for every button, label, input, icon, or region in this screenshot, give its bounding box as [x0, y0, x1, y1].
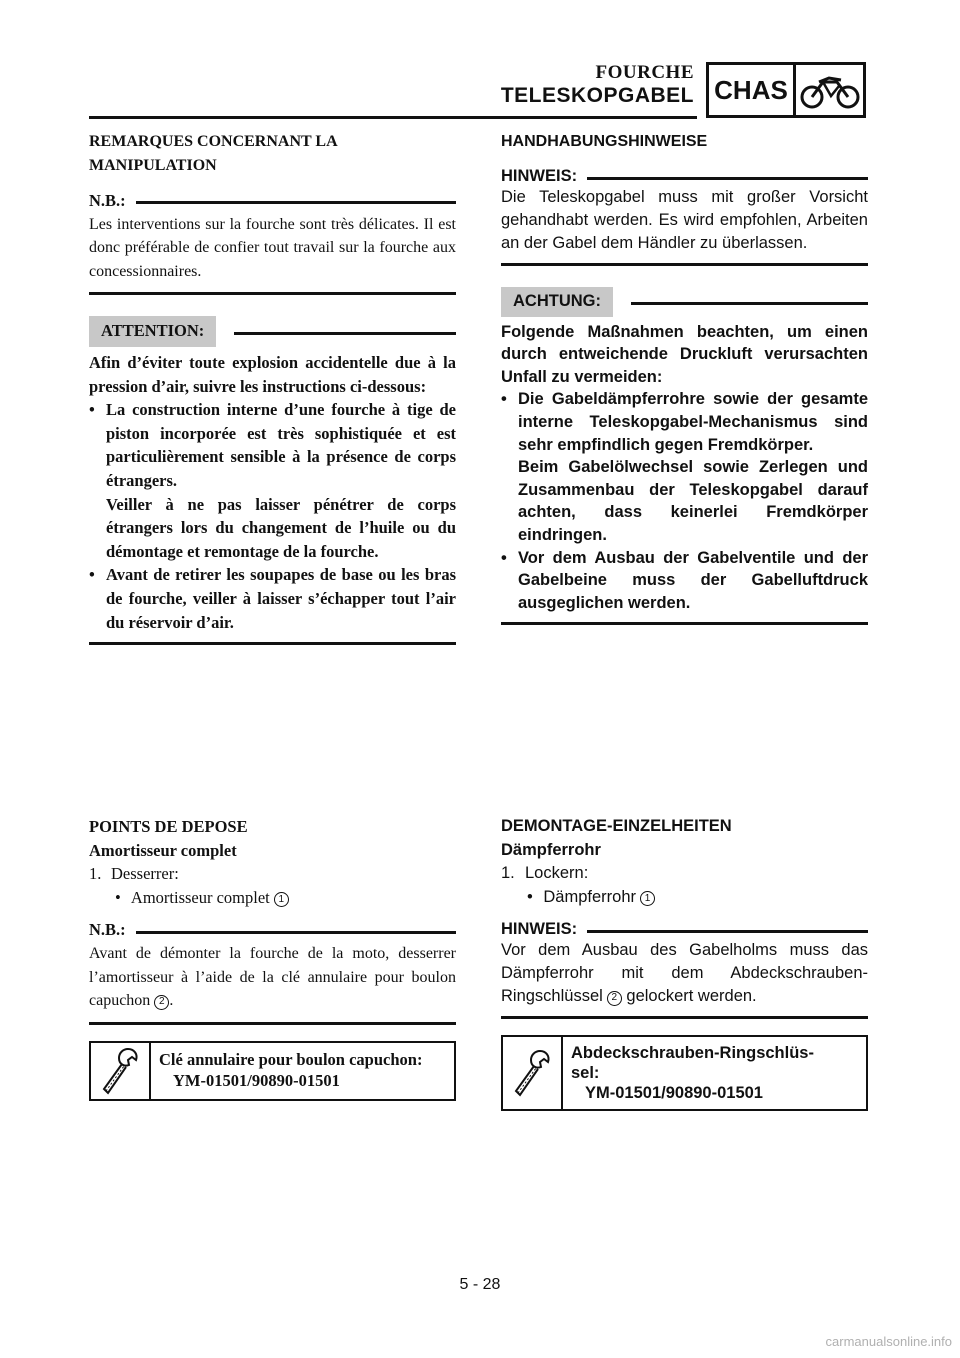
- caution-intro: Folgende Maßnahmen beachten, um einen durch entweichende Druckluft verursachten Unfall zu vermeiden:: [501, 322, 868, 386]
- note-text-end: gelockert werden.: [626, 987, 757, 1006]
- tool-code: YM-01501/90890-01501: [173, 1070, 340, 1090]
- note-text-end: .: [169, 992, 174, 1010]
- step-item: [89, 862, 456, 886]
- section-subheading: Dämpferrohr: [501, 840, 601, 859]
- section-code: CHAS: [709, 65, 796, 115]
- note-label: N.B.:: [89, 920, 126, 940]
- caution-end-rule: [89, 642, 456, 645]
- note-text-body: Avant de démonter la fourche de la moto, desserrer l’amortisseur à l’aide de la clé annulaire pour boulon capuchon: [89, 944, 456, 1010]
- heading-line1: REMARQUES CONCERNANT LA: [89, 133, 338, 150]
- callout-number: 2: [607, 991, 622, 1006]
- sub-item-text: Amortisseur complet: [130, 887, 270, 907]
- caution-label-row: [501, 287, 868, 317]
- note-end-rule: [501, 263, 868, 266]
- caution-bullet-text: La construction interne d’une fourche à tige de piston incorporée est très sophistiquée et est particulièrement sensible à la présence de corps étrangers.: [106, 400, 456, 490]
- caution-rule: [631, 302, 868, 305]
- note-label: HINWEIS:: [501, 920, 578, 939]
- caution-bullet-continuation: Veiller à ne pas laisser pénétrer de corps étrangers lors du changement de l’huile ou du démontage et remontage de la fourche.: [106, 494, 456, 561]
- caution-bullet-text: Die Gabeldämpferrohre sowie der gesamte interne Teleskopgabel-Mechanismus sind sehr empfindlich gegen Fremdkörper.: [518, 390, 868, 454]
- caution-label: ATTENTION:: [89, 316, 216, 347]
- note-label-row: [89, 189, 456, 213]
- caution-bullet-continuation: Beim Gabelölwechsel sowie Zerlegen und Zusammenbau der Teleskopgabel darauf achten, dass keinerlei Fremdkörper eindringen.: [518, 458, 868, 544]
- note-end-rule: [89, 1022, 456, 1025]
- heading-line2: MANIPULATION: [89, 157, 217, 174]
- header-title-de: TELESKOPGABEL: [500, 84, 694, 107]
- note-rule: [136, 201, 456, 204]
- note-text: Les interventions sur la fourche sont très délicates. Il est donc préférable de confier tout travail sur la fourche aux concessionnaires.: [89, 215, 456, 280]
- note-end-rule: [89, 292, 456, 295]
- removal-points-fr: [89, 815, 456, 1101]
- note-text: Die Teleskopgabel muss mit großer Vorsicht gehandhabt werden. Es wird empfohlen, Arbeiten an der Gabel dem Händler zu überlassen.: [501, 188, 868, 252]
- step-number: 1.: [501, 864, 515, 883]
- note-rule: [587, 177, 868, 180]
- caution-end-rule: [501, 622, 868, 625]
- removal-points-de: [501, 815, 868, 1111]
- note-label-row: [501, 166, 868, 186]
- tool-name-line1: Abdeckschrauben-Ringschlüs-: [571, 1044, 814, 1063]
- header-rule: [89, 116, 697, 119]
- special-tool-box: [501, 1035, 868, 1111]
- wrench-icon: [91, 1043, 151, 1099]
- heading: HANDHABUNGSHINWEISE: [501, 133, 708, 150]
- caution-bullet: • Avant de retirer les soupapes de base ou les bras de fourche, veiller à laisser s’échapper tout l’air du réservoir d’air.: [89, 563, 456, 634]
- step-sub-item: • Dämpferrohr 1: [501, 886, 868, 910]
- caution-label: ACHTUNG:: [501, 287, 613, 317]
- note-text-body: Vor dem Ausbau des Gabelholms muss das Dämpferrohr mit dem Abdeckschrauben-Ringschlüssel: [501, 941, 868, 1006]
- page-number: 5 - 28: [459, 1276, 501, 1293]
- section-heading: DEMONTAGE-EINZELHEITEN: [501, 817, 732, 835]
- caution-rule: [234, 332, 456, 335]
- section-badge: [706, 62, 866, 118]
- callout-number: 1: [274, 892, 289, 907]
- special-tool-box: [89, 1041, 456, 1101]
- note-text: [89, 942, 456, 1013]
- caution-bullet: • Vor dem Ausbau der Gabelventile und der Gabelbeine muss der Gabelluftdruck ausgeglichen werden.: [501, 547, 868, 615]
- step-text: Desserrer:: [111, 864, 179, 884]
- caution-bullet-text: Avant de retirer les soupapes de base ou les bras de fourche, veiller à laisser s’échapper tout l’air du réservoir d’air.: [106, 565, 456, 632]
- tool-code: YM-01501/90890-01501: [585, 1084, 763, 1103]
- callout-number: 1: [640, 891, 655, 906]
- caution-intro: Afin d’éviter toute explosion accidentelle due à la pression d’air, suivre les instructions ci-dessous:: [89, 352, 456, 396]
- section-subheading: Amortisseur complet: [89, 840, 237, 860]
- wrench-icon: [503, 1037, 563, 1109]
- note-text: [501, 939, 868, 1008]
- watermark: carmanualsonline.info: [825, 1334, 952, 1349]
- motorcycle-icon: [796, 65, 863, 115]
- tool-name: Clé annulaire pour boulon capuchon:: [159, 1049, 423, 1069]
- header-title-fr: FOURCHE: [595, 62, 694, 83]
- section-heading: POINTS DE DEPOSE: [89, 817, 248, 836]
- sub-item-text: Dämpferrohr: [543, 887, 636, 906]
- caution-label-row: [89, 316, 456, 347]
- tool-name-line2: sel:: [571, 1064, 600, 1083]
- note-label: HINWEIS:: [501, 167, 578, 185]
- callout-number: 2: [154, 995, 169, 1010]
- caution-bullet: • Die Gabeldämpferrohre sowie der gesamte interne Teleskopgabel-Mechanismus sind sehr empfindlich gegen Fremdkörper.: [501, 388, 868, 456]
- note-label: N.B.:: [89, 191, 126, 210]
- step-number: 1.: [89, 864, 102, 884]
- handling-notes-fr: [89, 130, 456, 645]
- note-rule: [136, 931, 456, 934]
- caution-bullet-text: Vor dem Ausbau der Gabelventile und der Gabelbeine muss der Gabelluftdruck ausgeglichen werden.: [518, 548, 868, 612]
- note-rule: [587, 930, 868, 933]
- step-sub-item: • Amortisseur complet 1: [89, 886, 456, 910]
- handling-notes-de: [501, 130, 868, 625]
- note-end-rule: [501, 1016, 868, 1019]
- note-label-row: [501, 919, 868, 939]
- step-item: [501, 862, 868, 886]
- note-label-row: [89, 918, 456, 942]
- step-text: Lockern:: [525, 864, 589, 883]
- caution-bullet: • La construction interne d’une fourche à tige de piston incorporée est très sophistiquée et est particulièrement sensible à la présence de corps étrangers.: [89, 398, 456, 492]
